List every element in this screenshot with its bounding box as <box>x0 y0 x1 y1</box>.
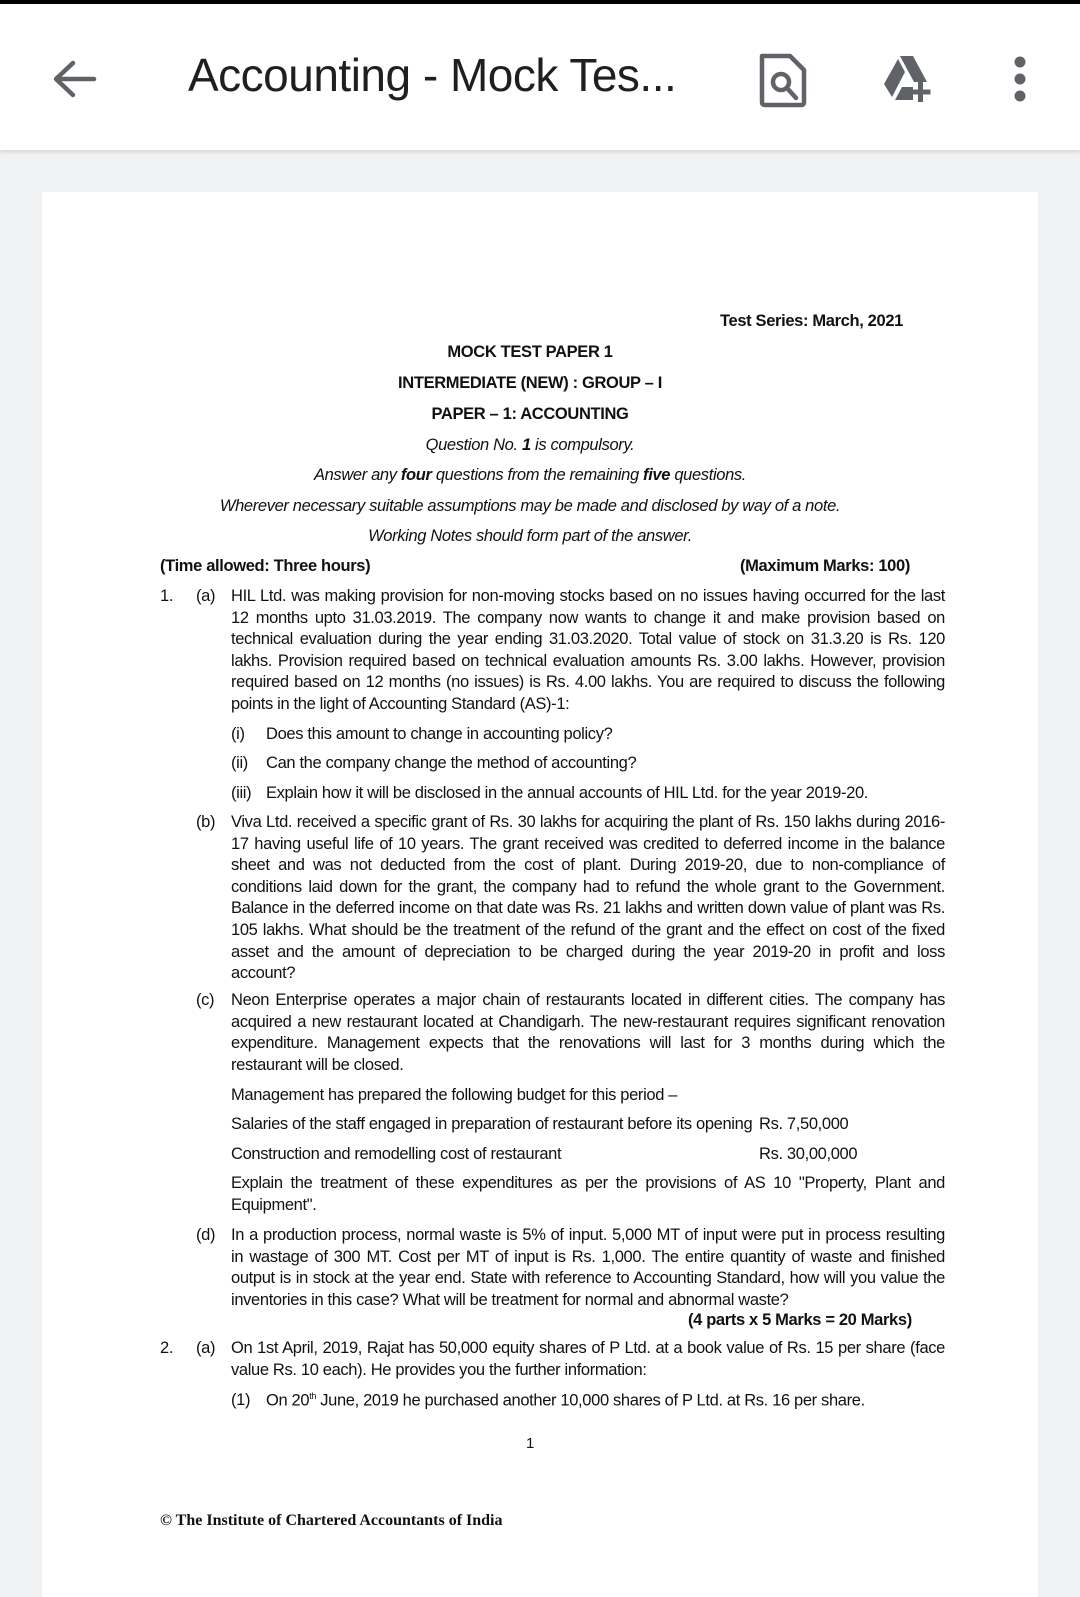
heading-group: INTERMEDIATE (NEW) : GROUP – I <box>398 374 662 392</box>
page-number: 1 <box>526 1435 534 1452</box>
footer-copyright: © The Institute of Chartered Accountants of India <box>160 1512 503 1529</box>
q1a-iii-label: (iii) <box>231 784 252 802</box>
q2a-label: (a) <box>196 1339 216 1357</box>
q2a-1-text: On 20th June, 2019 he purchased another 10,000 shares of P Ltd. at Rs. 16 per share. <box>266 1391 865 1410</box>
question-number-1: 1. <box>160 587 174 605</box>
q1b-label: (b) <box>196 813 216 831</box>
find-in-document-button[interactable] <box>756 50 812 110</box>
instruction-assumptions: Wherever necessary suitable assumptions may be made and disclosed by way of a note. <box>219 497 841 515</box>
time-allowed: (Time allowed: Three hours) <box>160 557 371 575</box>
app-bar <box>0 4 1080 150</box>
heading-paper: PAPER – 1: ACCOUNTING <box>431 405 629 423</box>
q1a-i-label: (i) <box>231 725 245 743</box>
budget-item-salaries: Salaries of the staff engaged in preparation of restaurant before its opening <box>231 1115 753 1133</box>
back-arrow-icon <box>46 50 104 108</box>
q1d-label: (d) <box>196 1226 216 1244</box>
document-title: Accounting - Mock Tes... <box>188 49 677 101</box>
more-options-icon <box>1000 50 1040 110</box>
test-series-label: Test Series: March, 2021 <box>720 312 903 330</box>
add-to-drive-icon <box>880 50 936 110</box>
q1a-i-text: Does this amount to change in accounting policy? <box>266 725 613 743</box>
budget-amount-salaries: Rs. 7,50,000 <box>759 1115 849 1133</box>
find-in-document-icon <box>756 50 812 110</box>
pdf-viewer[interactable] <box>0 150 1080 1597</box>
back-button[interactable] <box>46 50 104 108</box>
instruction-compulsory: Question No. 1 is compulsory. <box>425 436 635 454</box>
q1c-budget-intro: Management has prepared the following budget for this period – <box>231 1086 678 1104</box>
q1a-text: HIL Ltd. was making provision for non-moving stocks based on no issues having occurred for the last 12 months upto 31.03.2019. The company now wants to change it and make provision based on technical evaluation during the year ending 31.03.2020. Total value of stock on 31.3.20 is Rs. 120 lakhs. Provision required based on technical evaluation amounts Rs. 3.00 lakhs. However, provision required based on 12 months (no issues) is Rs. 4.00 lakhs. You are required to discuss the following points in the light of Accounting Standard (AS)-1: <box>231 587 945 713</box>
more-options-button[interactable] <box>1000 50 1040 110</box>
q1b-text: Viva Ltd. received a specific grant of Rs. 30 lakhs for acquiring the plant of Rs. 150 lakhs during 2016-17 having useful life of 10 years. The grant received was credited to deferred income in the balance sheet and was not deducted from the cost of plant. During 2019-20, due to non-compliance of conditions laid down for the grant, the company had to refund the whole grant to the Government. Balance in the deferred income on that date was Rs. 21 lakhs and written down value of plant was Rs. 105 lakhs. What should be the treatment of the refund of the grant and the effect on cost of the fixed asset and the amount of depreciation to be charged during the year 2019-20 in profit and loss account? <box>231 813 945 983</box>
q1a-ii-label: (ii) <box>231 754 248 772</box>
q1-marks: (4 parts x 5 Marks = 20 Marks) <box>688 1311 912 1329</box>
q1a-iii-text: Explain how it will be disclosed in the annual accounts of HIL Ltd. for the year 2019-20. <box>266 784 869 802</box>
question-number-2: 2. <box>160 1339 174 1357</box>
instruction-working-notes: Working Notes should form part of the answer. <box>368 527 692 545</box>
budget-amount-construction: Rs. 30,00,000 <box>759 1145 858 1163</box>
q1a-ii-text: Can the company change the method of accounting? <box>266 754 637 772</box>
q2a-text: On 1st April, 2019, Rajat has 50,000 equity shares of P Ltd. at a book value of Rs. 15 per share (face value Rs. 10 each). He provides you the further information: <box>231 1339 945 1379</box>
heading-mock-test: MOCK TEST PAPER 1 <box>447 343 613 361</box>
maximum-marks: (Maximum Marks: 100) <box>740 557 910 575</box>
budget-item-construction: Construction and remodelling cost of restaurant <box>231 1145 562 1163</box>
pdf-page <box>42 192 1038 1597</box>
q1c-label: (c) <box>196 991 215 1009</box>
q2a-1-label: (1) <box>231 1391 251 1409</box>
q1a-label: (a) <box>196 587 216 605</box>
q1c-text: Neon Enterprise operates a major chain of restaurants located in different cities. The company has acquired a new restaurant located at Chandigarh. The new-restaurant requires significant renovation expenditure. Management expects that the renovations will last for 3 months during which the restaurant will be closed. <box>231 991 945 1074</box>
q1d-text: In a production process, normal waste is 5% of input. 5,000 MT of input were put in process resulting in wastage of 300 MT. Cost per MT of input is Rs. 1,000. The entire quantity of waste and finished output is in stock at the year end. State with reference to Accounting Standard, how will you value the inventories in this case? What will be treatment for normal and abnormal waste? <box>231 1226 945 1309</box>
instruction-answer-any: Answer any four questions from the remaining five questions. <box>313 466 747 484</box>
add-to-drive-button[interactable] <box>880 50 936 110</box>
q1c-closing: Explain the treatment of these expenditures as per the provisions of AS 10 "Property, Plant and Equipment". <box>231 1174 945 1214</box>
